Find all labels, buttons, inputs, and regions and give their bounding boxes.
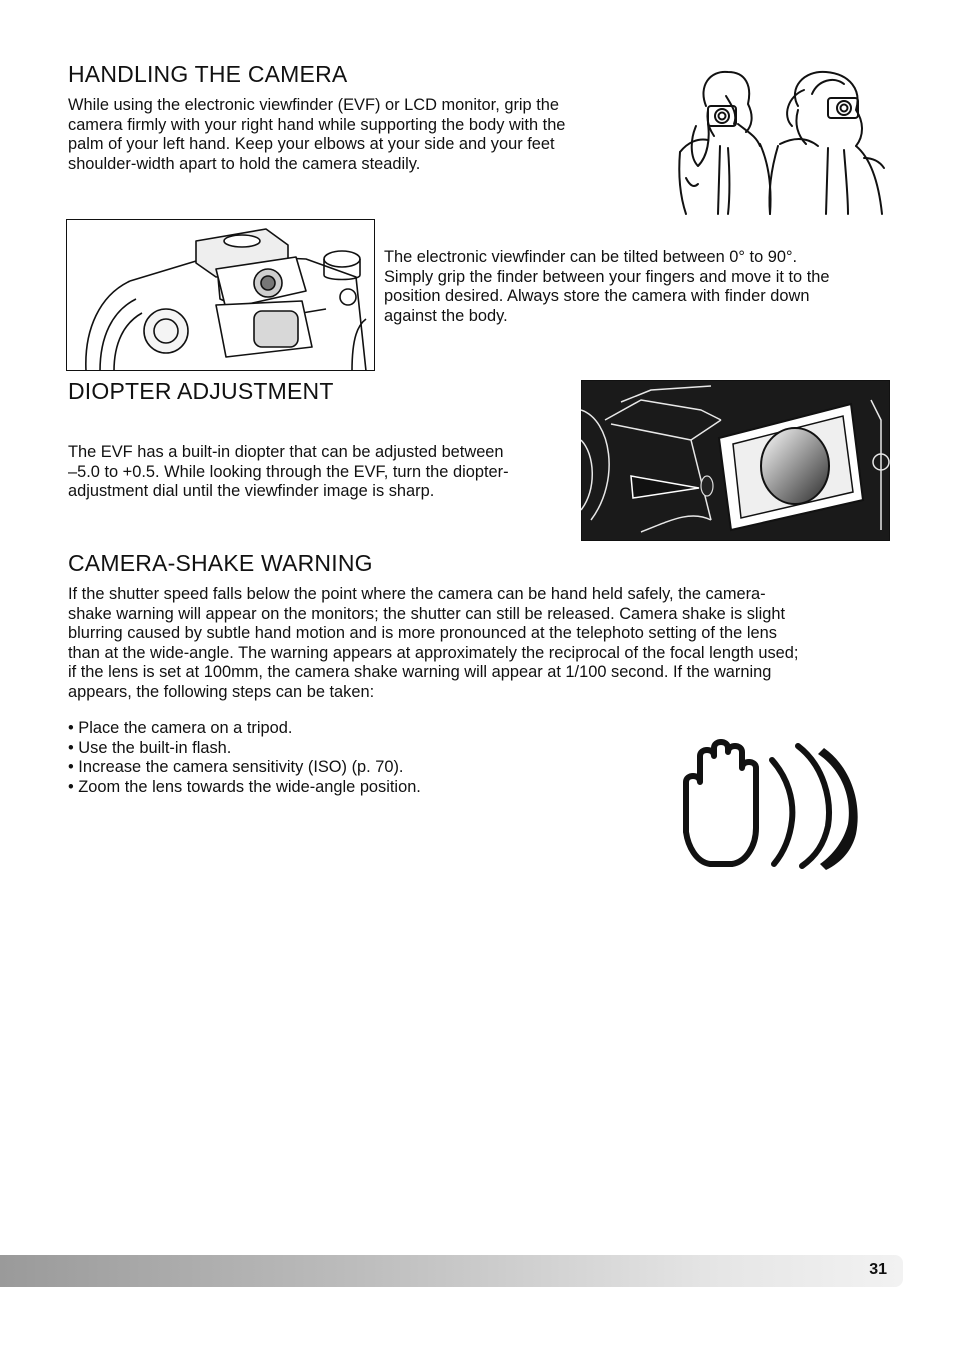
- list-item: • Place the camera on a tripod.: [68, 719, 293, 737]
- diopter-title: DIOPTER ADJUSTMENT: [68, 378, 334, 404]
- handling-paragraph: While using the electronic viewfinder (EVF) or LCD monitor, grip the camera firmly with your right hand while supporting the body with the palm of your left hand. Keep your elbows at your side and your feet shoulder-width apart to hold the camera steadily.: [68, 96, 566, 173]
- list-item: • Increase the camera sensitivity (ISO) (p. 70).: [68, 758, 404, 776]
- evf-tilt-illustration: [66, 219, 375, 371]
- page-number: 31: [869, 1261, 887, 1278]
- shake-paragraph: If the shutter speed falls below the point where the camera can be hand held safely, the camera- shake warning will appear on the monitors; the shutter can still be released. Camera shake is slight blurring caused by subtle hand motion and is more pronounced at the telephoto setting of the lens than at the wide-angle. The warning appears at approximately the reciprocal of the focal length used; if the lens is set at 100mm, the camera shake warning will appear at 1/100 second. If the warning appears, the following steps can be taken:: [68, 585, 799, 701]
- footer-bar: [0, 1255, 903, 1287]
- handling-title: HANDLING THE CAMERA: [68, 61, 348, 87]
- diopter-paragraph: The EVF has a built-in diopter that can be adjusted between –5.0 to +0.5. While looking through the EVF, turn the diopter- adjustment dial until the viewfinder image is sharp.: [68, 443, 509, 500]
- camera-shake-warning-icon: [676, 738, 866, 870]
- list-item: • Zoom the lens towards the wide-angle position.: [68, 777, 421, 796]
- people-holding-camera-illustration: [668, 66, 902, 218]
- shake-title: CAMERA-SHAKE WARNING: [68, 550, 373, 576]
- diopter-dial-illustration: [581, 380, 890, 541]
- evf-tilt-paragraph: The electronic viewfinder can be tilted between 0° to 90°. Simply grip the finder between your fingers and move it to the position desired. Always store the camera with finder down against the body.: [384, 248, 830, 325]
- list-item: • Use the built-in flash.: [68, 738, 232, 757]
- shake-steps-list: [68, 719, 421, 797]
